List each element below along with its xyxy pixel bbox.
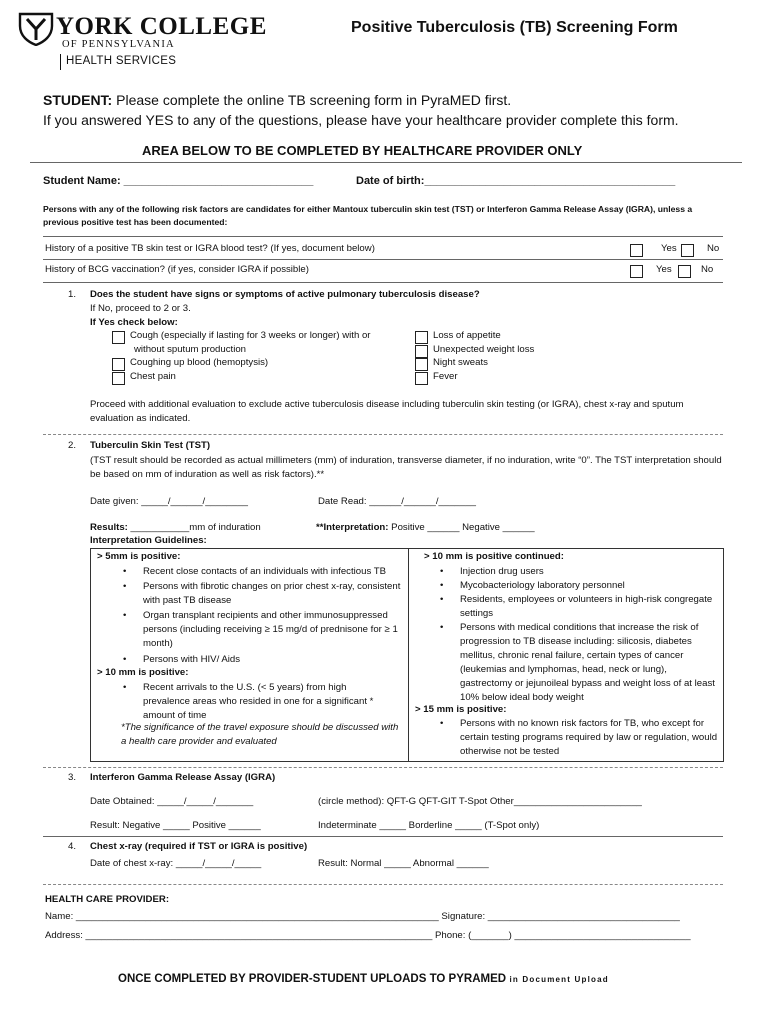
symptom-checkbox[interactable] xyxy=(112,372,125,385)
dob-field[interactable]: Date of birth:_________________________________________ xyxy=(356,175,676,187)
footer-instruction xyxy=(118,973,609,985)
no-label: No xyxy=(701,264,714,275)
symptom-label: Cough (especially if lasting for 3 weeks or longer) with or xyxy=(130,330,371,341)
guideline-item: • Persons with HIV/ Aids xyxy=(143,653,405,667)
interpretation-label: **Interpretation: xyxy=(316,522,389,533)
guideline-heading: > 15 mm is positive: xyxy=(415,704,507,715)
student-instruction-text: Please complete the online TB screening form in PyraMED first. xyxy=(112,92,512,108)
q3-title: Interferon Gamma Release Assay (IGRA) xyxy=(90,772,276,783)
guidelines-table-divider xyxy=(408,548,409,761)
q1-title: Does the student have signs or symptoms of active pulmonary tuberculosis disease? xyxy=(90,289,480,300)
guideline-heading: > 10 mm is positive continued: xyxy=(424,551,564,562)
student-name-field[interactable]: Student Name: _______________________________ xyxy=(43,175,314,187)
tst-interpretation-field[interactable] xyxy=(316,522,535,533)
xray-result-field[interactable]: Result: Normal _____ Abnormal ______ xyxy=(318,858,489,869)
college-subtitle: OF PENNSYLVANIA xyxy=(62,39,175,50)
symptom-checkbox[interactable] xyxy=(112,331,125,344)
guideline-item: • Residents, employees or volunteers in high-risk congregate settings xyxy=(460,593,720,621)
college-name: YORK COLLEGE xyxy=(56,13,267,40)
instruction-line-2: If you answered YES to any of the questions, please have your healthcare provider complete this form. xyxy=(43,112,679,128)
tst-date-given-field[interactable]: Date given: _____/______/________ xyxy=(90,496,248,507)
divider xyxy=(43,282,723,283)
q1-proceed-text: Proceed with additional evaluation to exclude active tuberculosis disease including tuberculin skin testing (or IGRA), chest x-ray and sputum evaluation as indicated. xyxy=(90,399,684,424)
provider-name-signature-fields[interactable]: Name: ____________________________________________________________________ Signature: ____________________________________ xyxy=(45,911,680,922)
symptom-label: Loss of appetite xyxy=(433,330,501,341)
student-instruction xyxy=(43,92,511,108)
symptom-checkbox[interactable] xyxy=(415,372,428,385)
history-bcg-yes-checkbox[interactable] xyxy=(630,265,643,278)
history-positive-test: History of a positive TB skin test or IGRA blood test? (If yes, document below) xyxy=(45,243,375,254)
q4-title: Chest x-ray (required if TST or IGRA is positive) xyxy=(90,841,308,852)
provider-area-heading: AREA BELOW TO BE COMPLETED BY HEALTHCARE PROVIDER ONLY xyxy=(142,143,583,158)
symptom-checkbox[interactable] xyxy=(415,358,428,371)
guideline-item: • Organ transplant recipients and other immunosuppressed persons (including receiving ≥ 15 mg/d of prednisone for ≥ 1 month) xyxy=(143,609,405,651)
results-value: ___________mm of induration xyxy=(127,522,261,533)
footer-main-text: ONCE COMPLETED BY PROVIDER-STUDENT UPLOADS TO PYRAMED xyxy=(118,973,507,985)
symptom-checkbox[interactable] xyxy=(112,358,125,371)
guideline-item: • Injection drug users xyxy=(460,565,720,579)
guideline-item: • Mycobacteriology laboratory personnel xyxy=(460,579,720,593)
interpretation-guidelines-heading: Interpretation Guidelines: xyxy=(90,535,207,546)
history-bcg-no-checkbox[interactable] xyxy=(678,265,691,278)
igra-indeterminate-field[interactable]: Indeterminate _____ Borderline _____ (T-Spot only) xyxy=(318,820,540,831)
dept-divider xyxy=(60,54,61,70)
travel-exposure-note: *The significance of the travel exposure should be discussed with a health care provider and evaluated xyxy=(121,722,399,747)
divider xyxy=(43,767,723,768)
q4-number: 4. xyxy=(68,841,77,852)
divider xyxy=(43,236,723,237)
risk-factor-text: Persons with any of the following risk factors are candidates for either Mantoux tuberculin skin test (TST) or Interferon Gamma Release Assay (IGRA), unless a previous positive test has been documented: xyxy=(43,204,693,227)
symptom-label: Fever xyxy=(433,371,458,382)
q1-if-no: If No, proceed to 2 or 3. xyxy=(90,303,191,314)
symptom-label: without sputum production xyxy=(134,344,246,355)
footer-sub-text: in Document Upload xyxy=(506,975,609,984)
igra-date-field[interactable]: Date Obtained: _____/_____/_______ xyxy=(90,796,254,807)
guideline-heading: > 10 mm is positive: xyxy=(97,667,189,678)
igra-result-field[interactable]: Result: Negative _____ Positive ______ xyxy=(90,820,261,831)
history-bcg: History of BCG vaccination? (if yes, consider IGRA if possible) xyxy=(45,264,309,275)
history-positive-yes-checkbox[interactable] xyxy=(630,244,643,257)
results-label: Results: xyxy=(90,522,128,533)
symptom-label: Chest pain xyxy=(130,371,176,382)
xray-date-field[interactable]: Date of chest x-ray: _____/_____/_____ xyxy=(90,858,262,869)
interpretation-value: Positive ______ Negative ______ xyxy=(388,522,535,533)
dept-name: HEALTH SERVICES xyxy=(66,55,177,67)
symptom-checkbox[interactable] xyxy=(415,331,428,344)
q2-description: (TST result should be recorded as actual millimeters (mm) of induration, transverse diameter, if no induration, write “0”. The TST interpretation should be based on mm of induration as well as risk factors).** xyxy=(90,455,722,480)
provider-heading: HEALTH CARE PROVIDER: xyxy=(45,894,170,905)
guideline-heading: > 5mm is positive: xyxy=(97,551,181,562)
form-title: Positive Tuberculosis (TB) Screening Form xyxy=(351,19,678,36)
divider xyxy=(43,884,723,885)
tst-date-read-field[interactable]: Date Read: ______/______/_______ xyxy=(318,496,476,507)
divider xyxy=(43,836,723,837)
q2-number: 2. xyxy=(68,440,77,451)
tst-results-field[interactable] xyxy=(90,522,261,533)
symptom-label: Night sweats xyxy=(433,357,488,368)
guideline-item: • Recent close contacts of an individuals with infectious TB xyxy=(143,565,405,579)
q2-title: Tuberculin Skin Test (TST) xyxy=(90,440,211,451)
symptom-label: Coughing up blood (hemoptysis) xyxy=(130,357,269,368)
q3-number: 3. xyxy=(68,772,77,783)
student-label: STUDENT: xyxy=(43,92,113,108)
divider xyxy=(30,162,742,163)
divider xyxy=(43,434,723,435)
college-shield-logo xyxy=(18,12,54,46)
guideline-item: • Persons with fibrotic changes on prior chest x-ray, consistent with past TB disease xyxy=(143,580,405,608)
guideline-item: • Recent arrivals to the U.S. (< 5 years) from high prevalence areas who resided in one for a significant * amount of time xyxy=(143,681,393,723)
symptom-checkbox[interactable] xyxy=(415,345,428,358)
q1-if-yes: If Yes check below: xyxy=(90,317,178,328)
provider-address-phone-fields[interactable]: Address: _________________________________________________________________ Phone: (_______) _________________________________ xyxy=(45,930,691,941)
history-positive-no-checkbox[interactable] xyxy=(681,244,694,257)
divider xyxy=(43,259,723,260)
igra-method-field[interactable]: (circle method): QFT-G QFT-GIT T-Spot Other________________________ xyxy=(318,796,642,807)
yes-label: Yes xyxy=(661,243,677,254)
symptom-label: Unexpected weight loss xyxy=(433,344,535,355)
yes-label: Yes xyxy=(656,264,672,275)
guideline-item: • Persons with medical conditions that increase the risk of progression to TB disease including: silicosis, diabetes mellitus, chronic renal failure, certain types of cancer (leukemias and lymphomas, head, neck or lung), gastrectomy or jejunoileal bypass and weight loss of at least 10% below ideal body weight xyxy=(460,621,720,705)
guideline-item: • Persons with no known risk factors for TB, who except for certain testing programs required by law or regulation, would otherwise not be tested xyxy=(460,717,720,759)
no-label: No xyxy=(707,243,720,254)
q1-number: 1. xyxy=(68,289,77,300)
